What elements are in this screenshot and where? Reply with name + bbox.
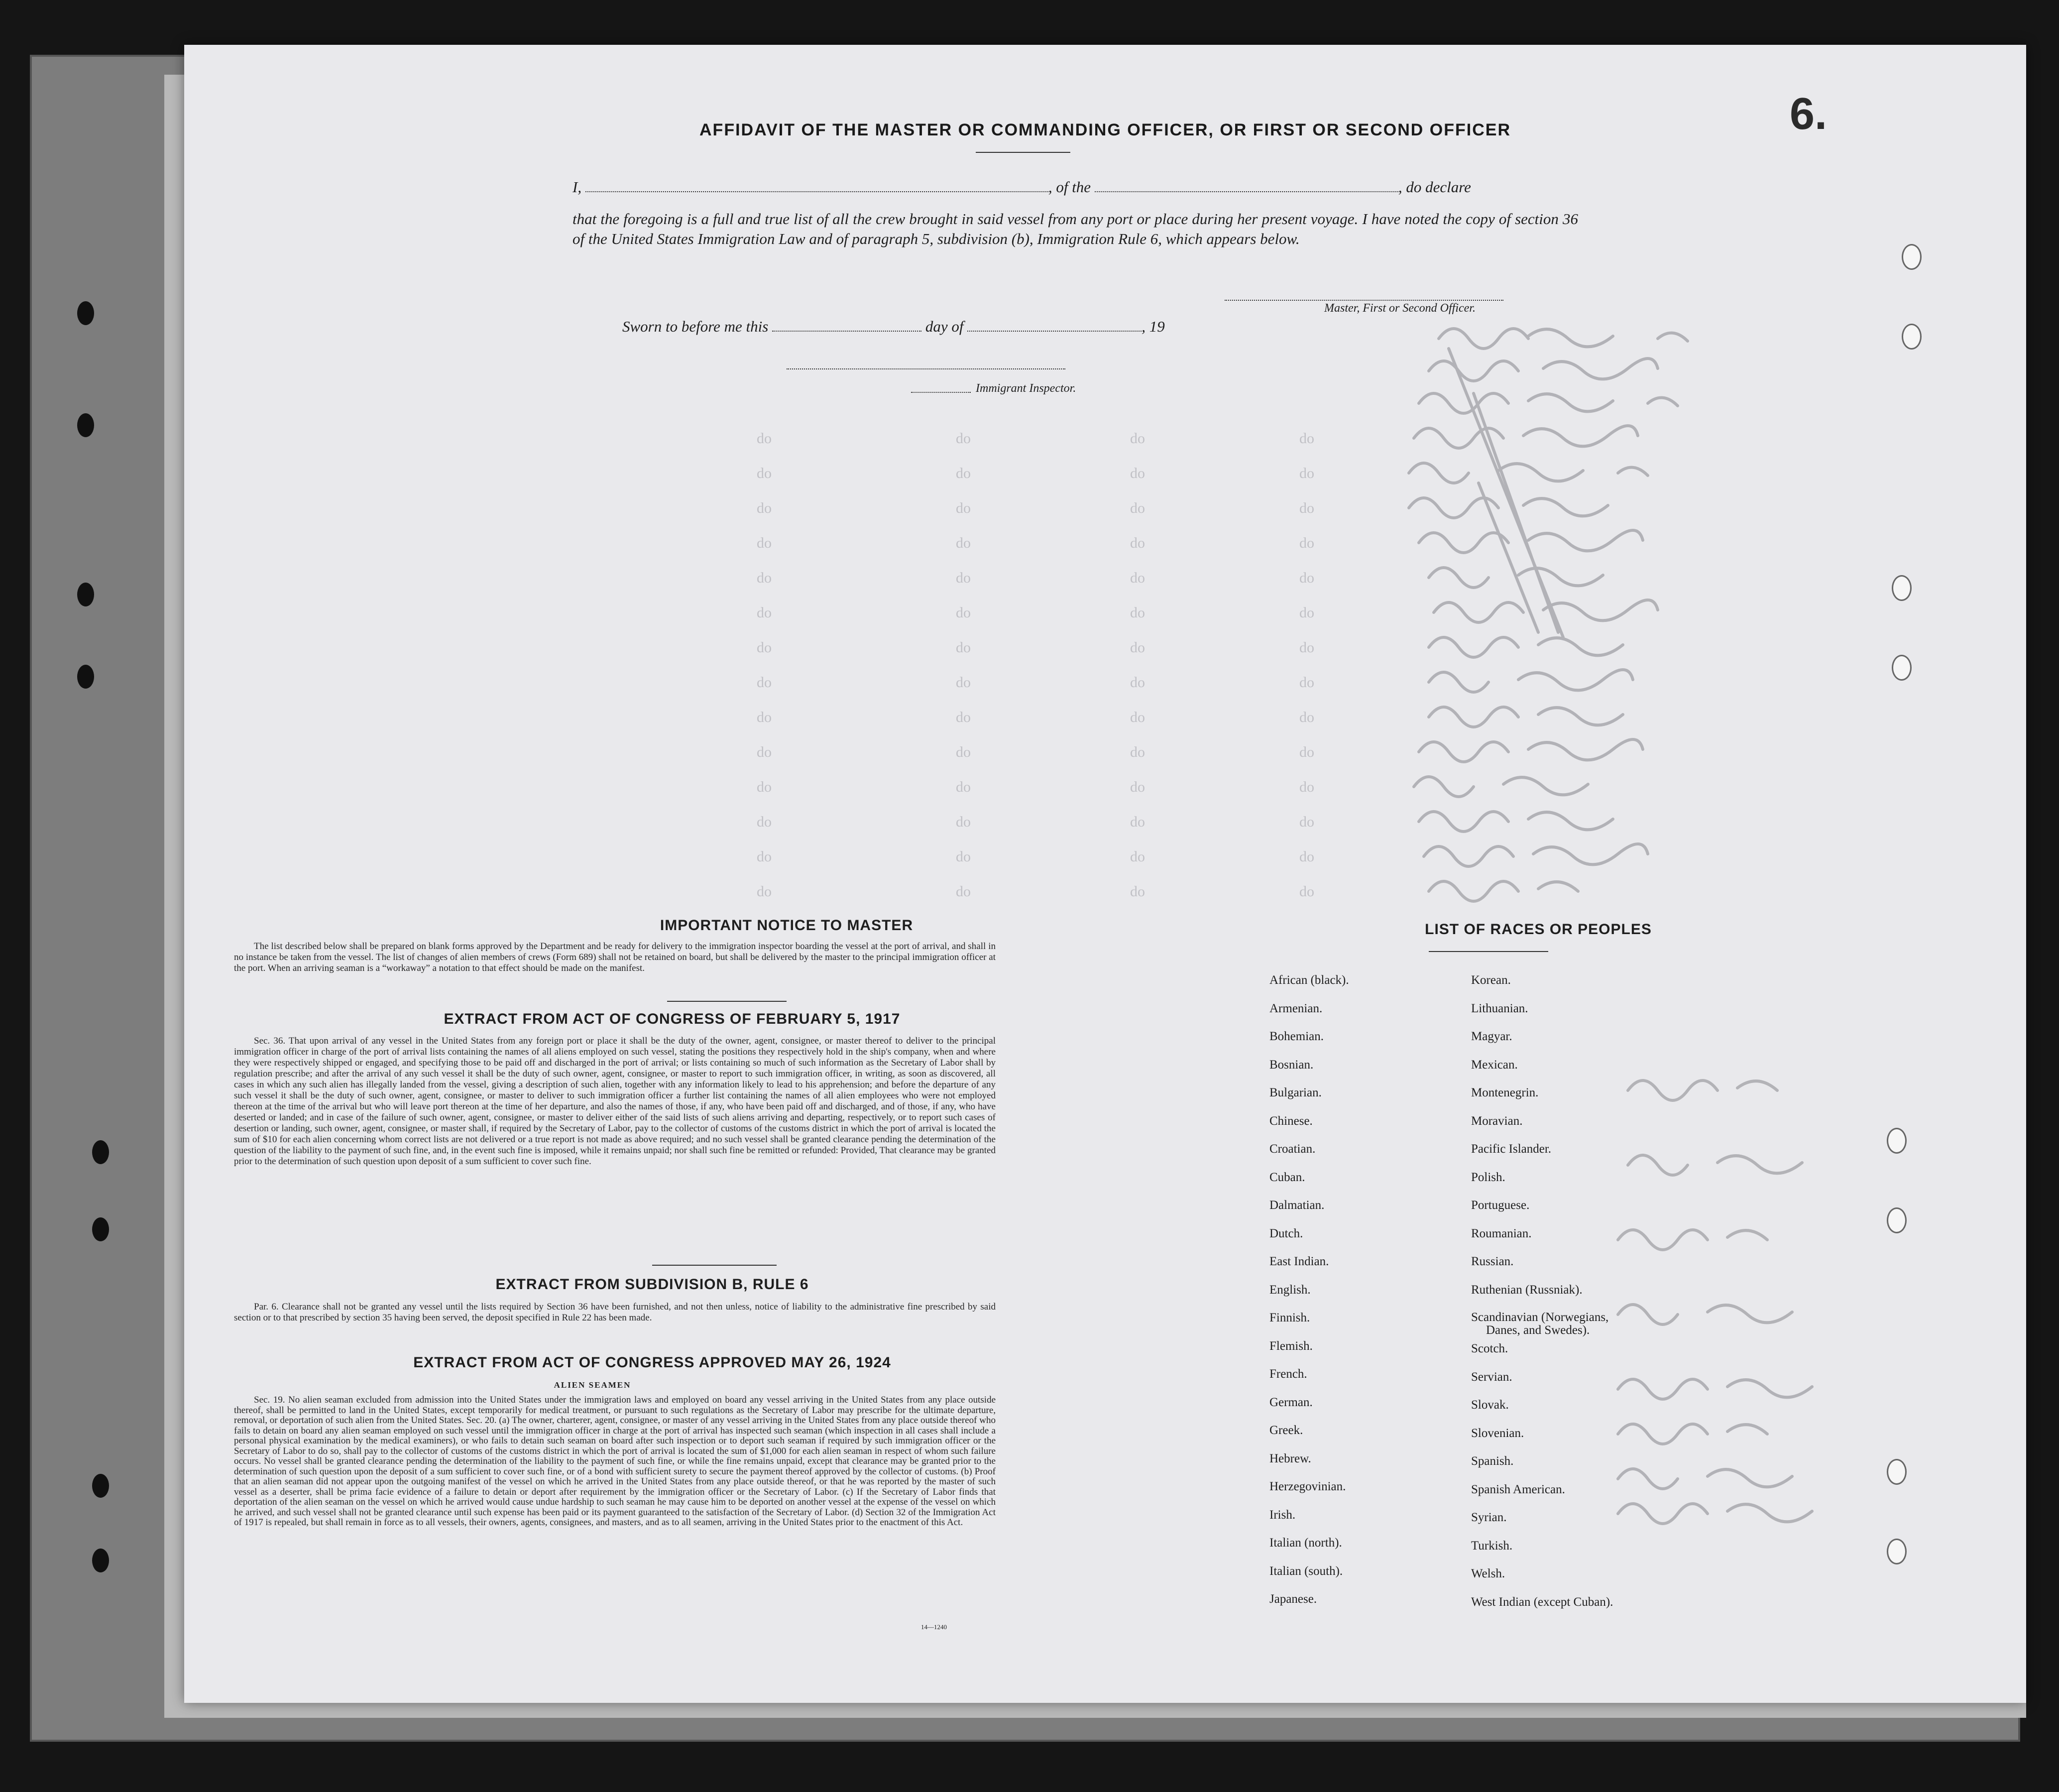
- svg-text:do: do: [956, 465, 971, 481]
- svg-text:do: do: [1299, 465, 1314, 481]
- race-item: French.: [1269, 1367, 1307, 1381]
- binder-hole: [92, 1549, 109, 1572]
- svg-text:do: do: [1130, 465, 1145, 481]
- race-item: Ruthenian (Russniak).: [1471, 1283, 1583, 1297]
- svg-text:do: do: [1299, 430, 1314, 447]
- race-item: Pacific Islander.: [1471, 1142, 1552, 1156]
- race-item: Servian.: [1471, 1370, 1512, 1384]
- notice-rule: [667, 1001, 787, 1002]
- svg-text:do: do: [956, 744, 971, 760]
- binder-hole: [92, 1217, 109, 1241]
- inspector-signature-line: [787, 368, 1065, 369]
- race-item: Bosnian.: [1269, 1058, 1314, 1072]
- notice-text: The list described below shall be prepared on blank forms approved by the Department and be ready for delivery to the immigration inspector boarding the vessel at the port of arrival, and shall in no instance be taken from the vessel. The list of changes of alien members of crews (Form 689) shall not be retained on board, but shall be delivered by the master to the principal immigration officer at the port. When an arriving seaman is a “workaway” a notation to that effect should be made on the manifest.: [234, 941, 996, 973]
- extract-1917-rule: [652, 1265, 777, 1266]
- race-item: Scotch.: [1471, 1342, 1508, 1355]
- punch-hole: [1887, 1539, 1907, 1564]
- svg-text:do: do: [1130, 883, 1145, 900]
- master-caption: Master, First or Second Officer.: [1324, 302, 1476, 315]
- notice-title: IMPORTANT NOTICE TO MASTER: [660, 917, 914, 934]
- svg-text:do: do: [956, 848, 971, 865]
- binder-hole: [77, 301, 94, 325]
- punch-hole: [1892, 655, 1912, 681]
- race-item: African (black).: [1269, 973, 1349, 987]
- svg-text:do: do: [956, 674, 971, 691]
- name-blank: [585, 181, 1048, 192]
- svg-text:do: do: [1299, 814, 1314, 830]
- race-item: Korean.: [1471, 973, 1511, 987]
- svg-text:do: do: [1299, 883, 1314, 900]
- extract-1924-text: Sec. 19. No alien seaman excluded from admission into the United States under the immigration laws and employed on board any vessel arriving in the United States from any place outside thereof, shall be permitted to land in the United States, except temporarily for medical treatment, or pursuant to such regulations as the Secretary of Labor may prescribe for the ultimate departure, removal, or deportation of such alien from the United States. Sec. 20. (a) The owner, charterer, agent, consignee, or master of any vessel arriving in the United States from any place outside thereof who fails to detain on board any alien seaman employed on such vessel until the immigration officer in charge at the port of arrival has inspected such seaman (which inspection in all cases shall include a personal physical examination by the medical examiners), or who fails to detain such seaman on board after such inspection or to deport such seaman if required by such immigration officer or the Secretary of Labor to do so, shall pay to the collector of customs of the customs district in which the port of arrival is located the sum of $1,000 for each alien seaman in respect of whom such failure occurs. No vessel shall be granted clearance pending the determination of the liability to the payment of such fine, or while the fine remains unpaid, except that clearance may be granted prior to the determination of such question upon the deposit of a sum sufficient to cover such fine, or of a bond with sufficient surety to secure the payment thereof approved by the collector of customs. (b) Proof that an alien seaman did not appear upon the outgoing manifest of the vessel on which he arrived in the United States from any place outside thereof, or that he was reported by the master of such vessel as a deserter, shall be prima facie evidence of a failure to detain or deport after requirement by the immigration officer or the Secretary of Labor. (c) If the Secretary of Labor finds that deportation of the alien seaman on the vessel on which he arrived would cause undue hardship to such seaman he may cause him to be deported on another vessel at the expense of the vessel on which he arrived, and such vessel shall not be granted clearance until such expense has been paid or its payment guaranteed to the satisfaction of the Secretary of Labor. (d) Section 32 of the Immigration Act of 1917 is repealed, but shall remain in force as to all vessels, their owners, agents, consignees, and masters, and as to all seamen, arriving in the United States prior to the enactment of this Act.: [234, 1395, 996, 1528]
- races-rule: [1429, 951, 1548, 952]
- race-item: Herzegovinian.: [1269, 1480, 1346, 1493]
- svg-text:do: do: [956, 535, 971, 551]
- manifest-page: [184, 45, 2026, 1703]
- svg-text:do: do: [1130, 430, 1145, 447]
- svg-text:do: do: [1130, 535, 1145, 551]
- race-item: German.: [1269, 1395, 1313, 1409]
- svg-text:do: do: [956, 814, 971, 830]
- svg-text:do: do: [757, 674, 772, 691]
- svg-text:do: do: [757, 570, 772, 586]
- svg-text:do: do: [1299, 535, 1314, 551]
- svg-text:do: do: [1130, 500, 1145, 516]
- race-item: Spanish.: [1471, 1454, 1514, 1468]
- race-item: Lithuanian.: [1471, 1001, 1528, 1015]
- extract-1924-title: EXTRACT FROM ACT OF CONGRESS APPROVED MAY 26, 1924: [413, 1354, 891, 1371]
- extract-rule6-title: EXTRACT FROM SUBDIVISION B, RULE 6: [495, 1276, 809, 1293]
- race-item: Greek.: [1269, 1424, 1303, 1437]
- svg-text:do: do: [1130, 814, 1145, 830]
- affidavit-of-the: , of the: [1048, 178, 1091, 196]
- svg-text:do: do: [956, 500, 971, 516]
- inspector-dash: [911, 392, 971, 393]
- race-item: Syrian.: [1471, 1511, 1507, 1524]
- race-item: Flemish.: [1269, 1339, 1313, 1353]
- extract-1917-text: Sec. 36. That upon arrival of any vessel in the United States from any foreign port or place it shall be the duty of the owner, agent, consignee, or master thereof to deliver to the principal immigration officer in charge of the port of arrival lists containing the names of all aliens employed on such vessel, stating the positions they respectively hold in the ship's company, when and where they were respectively shipped or engaged, and specifying those to be paid off and discharged in the port of arrival; or lists containing so much of such information as the Secretary of Labor shall by regulation prescribe; and after the arrival of any such vessel it shall be the duty of such owner, agent, consignee, or master to report to such immigration officer, in writing, as soon as discovered, all cases in which any such alien has illegally landed from the vessel, giving a description of such alien, together with any information likely to lead to his apprehension; and before the departure of any such vessel it shall be the duty of such owner, agent, consignee, or master to deliver to such immigration officer a further list containing the names of all alien employees who were not employed thereon at the time of the arrival but who will leave port thereon at the time of her departure, and also the names of those, if any, who have been paid off and discharged, and of those, if any, who have deserted or landed; and in case of the failure of such owner, agent, consignee, or master to deliver either of the said lists of such aliens arriving and departing, respectively, or to report such cases of desertion or landing, such owner, agent, consignee, or master shall, if required by the Secretary of Labor, pay to the collector of customs of the customs district in which the port of arrival is located the sum of $10 for each alien concerning whom correct lists are not delivered or a true report is not made as above required; and no such vessel shall be granted clearance pending the determination of the question of the liability to the payment of such fine, and, in the event such fine is imposed, while it remains unpaid; nor shall such fine be remitted or refunded: Provided, That clearance may be granted prior to the determination of such question upon deposit of a sum sufficient to cover such fine.: [234, 1036, 996, 1167]
- race-item: Roumanian.: [1471, 1226, 1532, 1240]
- svg-text:do: do: [757, 814, 772, 830]
- svg-text:do: do: [1299, 744, 1314, 760]
- race-item: Dutch.: [1269, 1226, 1303, 1240]
- vessel-blank: [1095, 181, 1398, 192]
- race-item: Spanish American.: [1471, 1482, 1565, 1496]
- race-item: Welsh.: [1471, 1567, 1505, 1580]
- title-rule: [976, 152, 1070, 153]
- svg-text:do: do: [956, 883, 971, 900]
- sworn-month-blank: [967, 321, 1142, 332]
- punch-hole: [1887, 1128, 1907, 1154]
- race-item: Mexican.: [1471, 1058, 1518, 1072]
- race-item: Moravian.: [1471, 1114, 1523, 1128]
- race-item: Montenegrin.: [1471, 1086, 1539, 1099]
- binder-hole: [77, 413, 94, 437]
- affidavit-declaration-line: [572, 178, 1471, 196]
- race-item: Chinese.: [1269, 1114, 1313, 1128]
- extract-1917-title: EXTRACT FROM ACT OF CONGRESS OF FEBRUARY 5, 1917: [444, 1011, 901, 1027]
- svg-text:do: do: [1299, 674, 1314, 691]
- sworn-day-blank: [772, 321, 921, 332]
- race-item: Italian (north).: [1269, 1536, 1342, 1550]
- svg-text:do: do: [757, 709, 772, 725]
- svg-text:do: do: [757, 500, 772, 516]
- affidavit-body: that the foregoing is a full and true list of all the crew brought in said vessel from any port or place during her present voyage. I have noted the copy of section 36 of the United States Immigration Law and of paragraph 5, subdivision (b), Immigration Rule 6, which appears below.: [572, 210, 1578, 247]
- form-number: 14—1240: [921, 1623, 947, 1631]
- race-item: Portuguese.: [1471, 1198, 1530, 1212]
- sworn-text: Sworn to before me this: [622, 318, 769, 335]
- affidavit-declare: , do declare: [1398, 178, 1471, 196]
- race-item: Magyar.: [1471, 1030, 1512, 1043]
- svg-text:do: do: [956, 779, 971, 795]
- sworn-line: [622, 318, 1165, 336]
- svg-text:do: do: [757, 535, 772, 551]
- race-item: Bulgarian.: [1269, 1086, 1322, 1099]
- race-item: Turkish.: [1471, 1539, 1513, 1553]
- svg-text:do: do: [956, 709, 971, 725]
- svg-text:do: do: [1299, 639, 1314, 656]
- alien-seamen-heading: ALIEN SEAMEN: [554, 1380, 631, 1390]
- race-item: Slovak.: [1471, 1398, 1509, 1412]
- svg-text:do: do: [956, 570, 971, 586]
- svg-text:do: do: [757, 430, 772, 447]
- svg-text:do: do: [1299, 570, 1314, 586]
- races-title: LIST OF RACES OR PEOPLES: [1425, 921, 1652, 938]
- inspector-caption: Immigrant Inspector.: [976, 382, 1076, 395]
- race-item: West Indian (except Cuban).: [1471, 1595, 1613, 1609]
- svg-text:do: do: [1130, 604, 1145, 621]
- punch-hole: [1887, 1207, 1907, 1233]
- page-number: 6.: [1789, 89, 1827, 139]
- binder-hole: [92, 1474, 109, 1498]
- svg-text:do: do: [1130, 779, 1145, 795]
- binder-hole: [77, 665, 94, 689]
- year-prefix: , 19: [1142, 318, 1165, 335]
- svg-text:do: do: [1130, 709, 1145, 725]
- svg-text:do: do: [757, 744, 772, 760]
- svg-text:do: do: [1130, 674, 1145, 691]
- race-item: Bohemian.: [1269, 1030, 1324, 1043]
- extract-rule6-text: Par. 6. Clearance shall not be granted any vessel until the lists required by Section 36 have been furnished, and not then unless, notice of liability to the administrative fine prescribed by said section or to that prescribed by section 35 having been served, the deposit specified in Rule 22 has been made.: [234, 1302, 996, 1323]
- race-item-line: Danes, and Swedes).: [1486, 1323, 1590, 1337]
- master-signature-line: [1225, 300, 1503, 301]
- svg-text:do: do: [1130, 848, 1145, 865]
- svg-text:do: do: [1130, 570, 1145, 586]
- svg-text:do: do: [757, 779, 772, 795]
- svg-text:do: do: [1299, 779, 1314, 795]
- race-item: Hebrew.: [1269, 1451, 1311, 1465]
- punch-hole: [1887, 1459, 1907, 1485]
- race-item-line: Scandinavian (Norwegians,: [1471, 1311, 1609, 1324]
- binder-hole: [77, 583, 94, 606]
- race-item: Finnish.: [1269, 1311, 1310, 1324]
- race-item: Italian (south).: [1269, 1564, 1343, 1578]
- svg-text:do: do: [757, 848, 772, 865]
- race-item-multiline: [1471, 1311, 1613, 1342]
- svg-text:do: do: [1130, 744, 1145, 760]
- race-item: English.: [1269, 1283, 1311, 1297]
- race-item: East Indian.: [1269, 1255, 1329, 1268]
- svg-text:do: do: [1299, 848, 1314, 865]
- svg-text:do: do: [757, 465, 772, 481]
- punch-hole: [1902, 324, 1922, 350]
- affidavit-title: AFFIDAVIT OF THE MASTER OR COMMANDING OFFICER, OR FIRST OR SECOND OFFICER: [699, 120, 1511, 139]
- race-item: Slovenian.: [1471, 1426, 1524, 1440]
- svg-text:do: do: [956, 430, 971, 447]
- punch-hole: [1902, 244, 1922, 270]
- svg-text:do: do: [956, 639, 971, 656]
- race-item: Armenian.: [1269, 1001, 1323, 1015]
- binder-hole: [92, 1140, 109, 1164]
- race-item: Dalmatian.: [1269, 1198, 1325, 1212]
- svg-text:do: do: [956, 604, 971, 621]
- svg-text:do: do: [1130, 639, 1145, 656]
- affidavit-i: I,: [572, 178, 582, 196]
- svg-text:do: do: [757, 604, 772, 621]
- svg-text:do: do: [1299, 604, 1314, 621]
- race-item: Croatian.: [1269, 1142, 1316, 1156]
- race-item: Japanese.: [1269, 1592, 1317, 1606]
- svg-text:do: do: [757, 883, 772, 900]
- svg-text:do: do: [1299, 709, 1314, 725]
- races-right-column: [1471, 973, 1613, 1623]
- punch-hole: [1892, 575, 1912, 601]
- svg-text:do: do: [757, 639, 772, 656]
- svg-text:do: do: [1299, 500, 1314, 516]
- race-item: Irish.: [1269, 1508, 1296, 1522]
- races-left-column: [1269, 973, 1349, 1621]
- race-item: Cuban.: [1269, 1170, 1305, 1184]
- day-of-text: day of: [925, 318, 964, 335]
- race-item: Russian.: [1471, 1255, 1514, 1268]
- race-item: Polish.: [1471, 1170, 1505, 1184]
